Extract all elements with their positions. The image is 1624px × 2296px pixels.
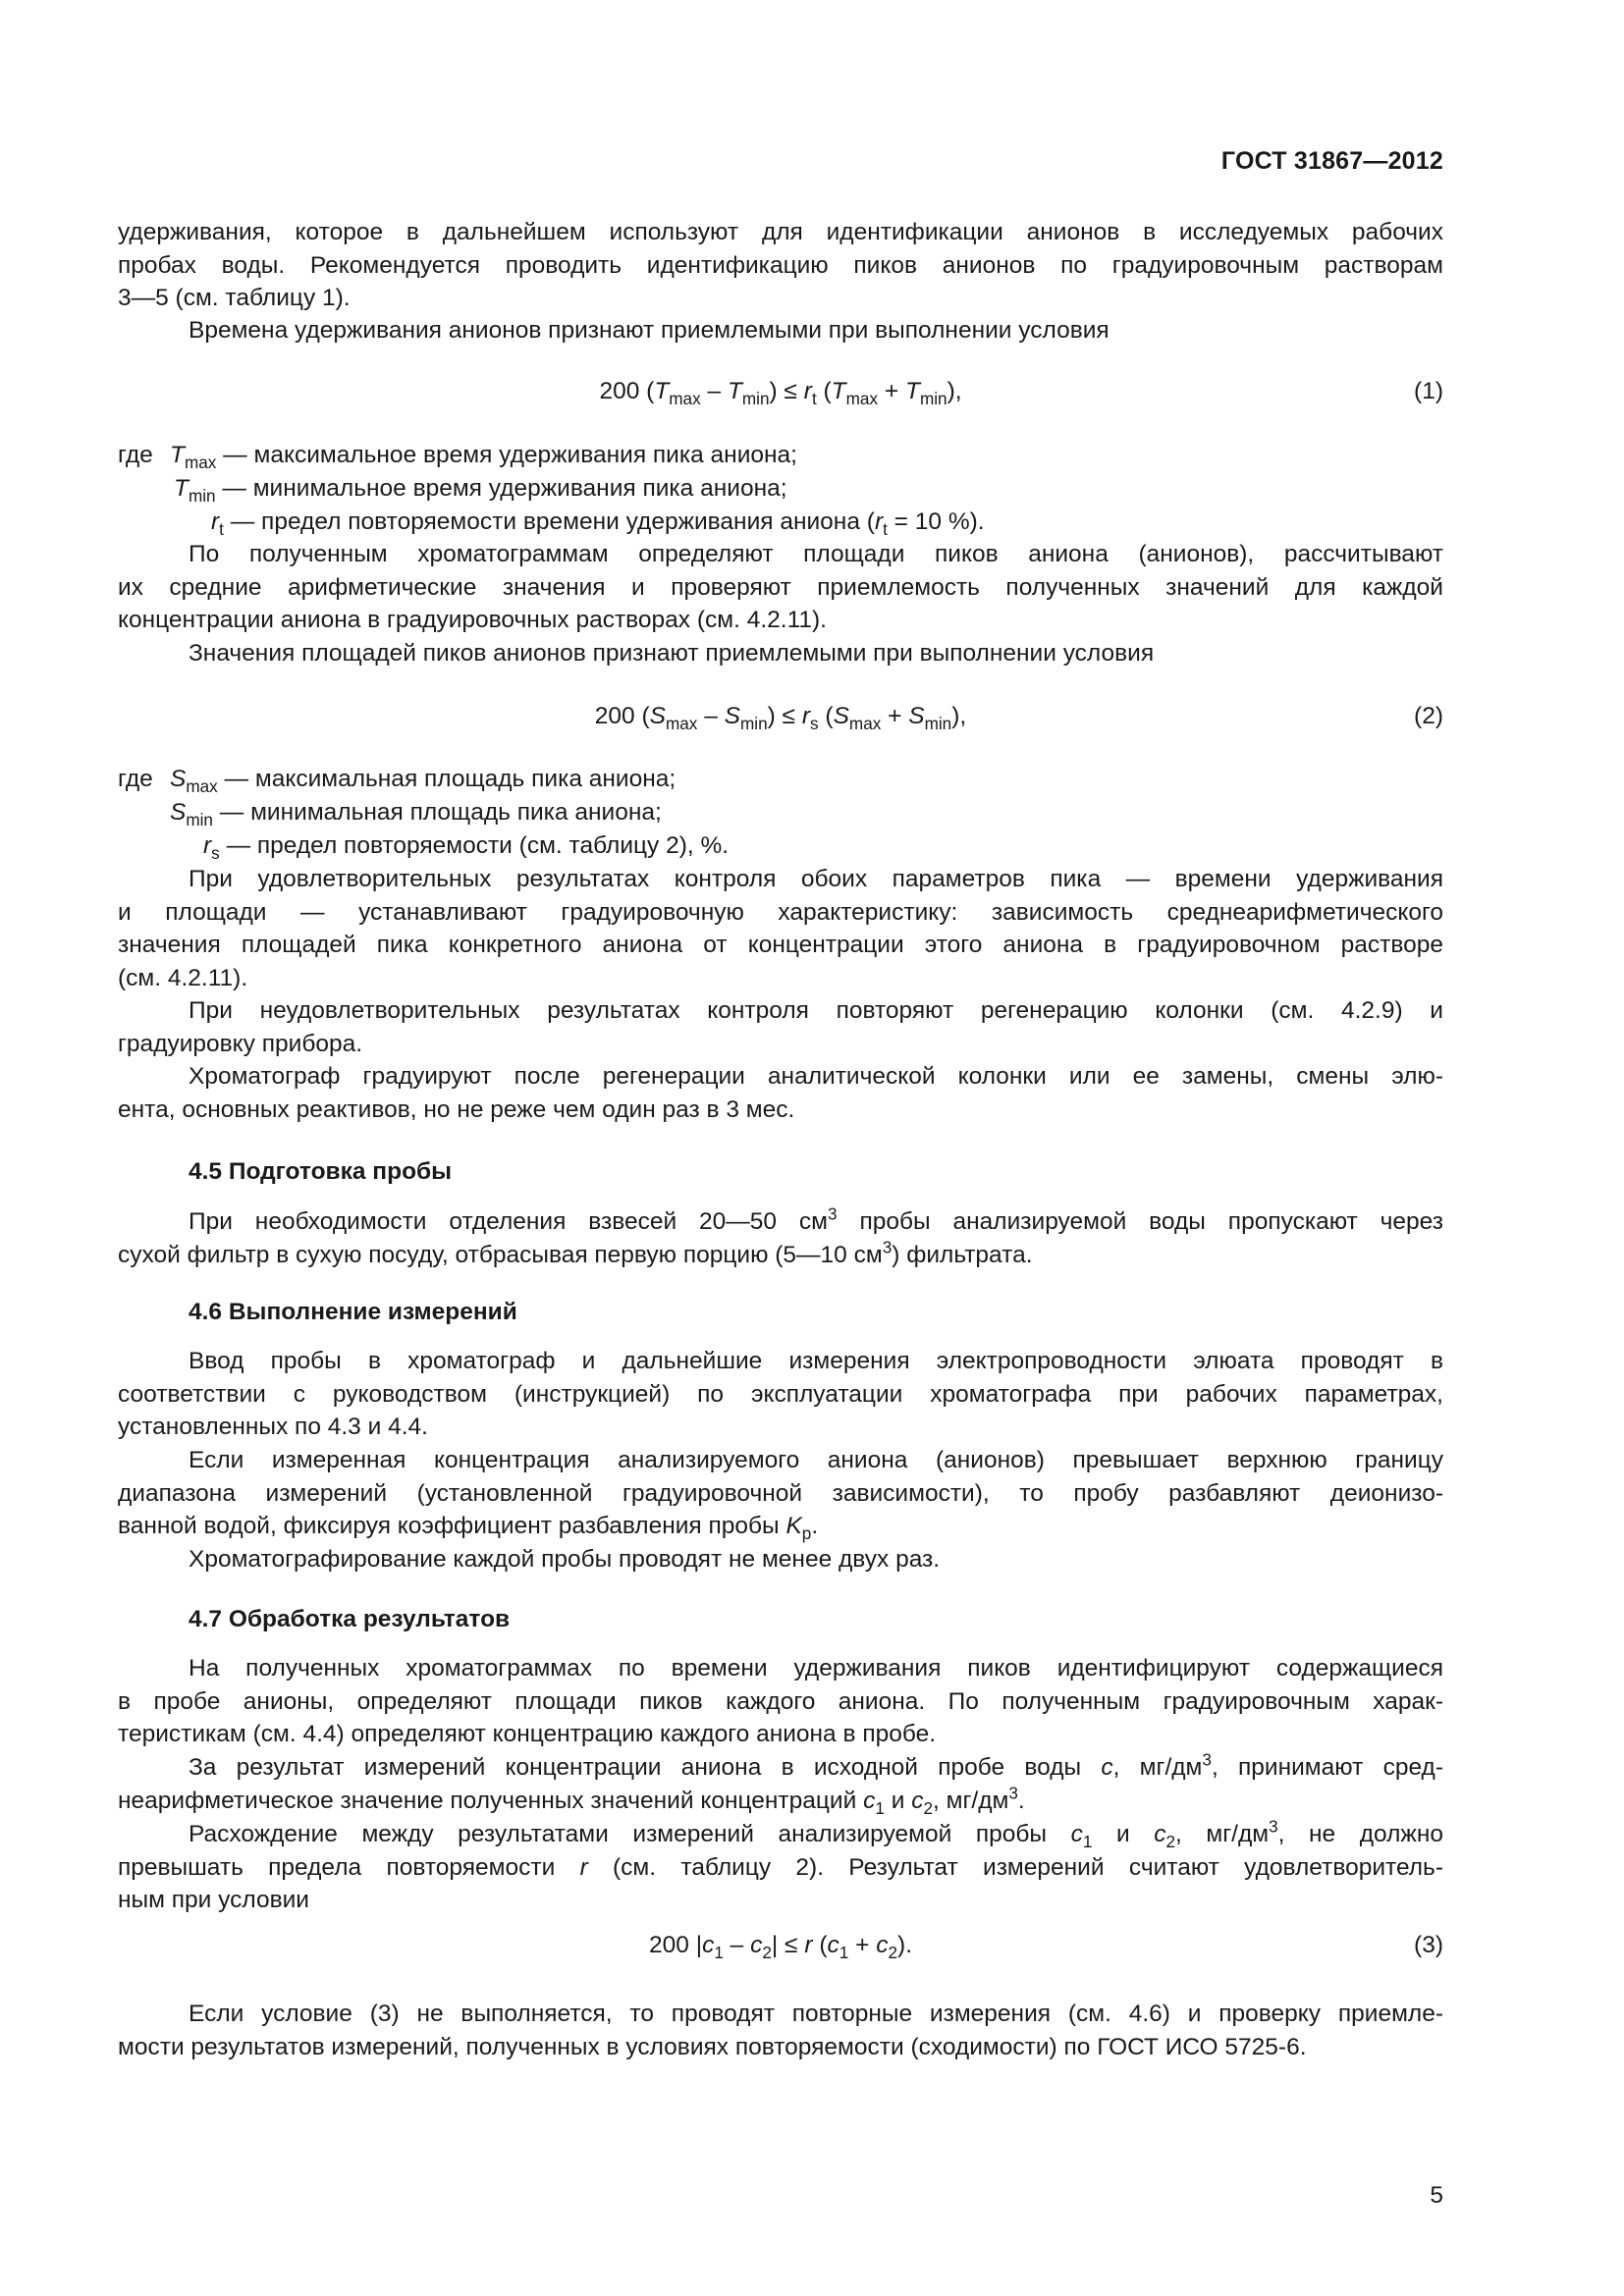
where-line-rt: $r_t$ — предел повторяемости времени удерживания аниона ($r_t = 10$ %). — [211, 508, 985, 539]
equation-3-formula: 200 $|c_1 - c_2| \le r$ $(c_1 + c_2)$. — [649, 1932, 912, 1962]
text-line: ным при условии — [118, 1887, 309, 1913]
equation-2-number: (2) — [1414, 703, 1443, 729]
paragraph-recalibration — [118, 1060, 1443, 1126]
text-line: Если измеренная концентрация анализируемого аниона (анионов) превышает верхнюю границу — [189, 1447, 1443, 1473]
paragraph-condition-not-met — [118, 1998, 1443, 2063]
paragraph-result — [118, 1751, 1443, 1817]
text-line: сухой фильтр в сухую посуду, отбрасывая первую порцию (5—10 $см^3$) фильтрата. — [118, 1237, 1033, 1268]
paragraph-dilution — [118, 1444, 1443, 1543]
section-heading-4-6: 4.6 Выполнение измерений — [189, 1299, 517, 1325]
text-line: Хроматограф градуируют после регенерации аналитической колонки или ее замены, смены элю- — [189, 1063, 1443, 1090]
paragraph-unsatisfactory — [118, 994, 1443, 1060]
text-line: По полученным хроматограммам определяют площади пиков аниона (анионов), рассчитывают — [189, 541, 1443, 567]
text-line: их средние арифметические значения и проверяют приемлемость полученных значений для каждой — [118, 573, 1443, 601]
section-heading-4-5: 4.5 Подготовка пробы — [189, 1158, 453, 1185]
where-label: где — [118, 766, 153, 792]
text-line: превышать предела повторяемости r (см. таблицу 2). Результат измерений считают удовлетворитель- — [118, 1853, 1443, 1881]
page-number: 5 — [1430, 2182, 1443, 2209]
text-line: и площади — устанавливают градуировочную характеристику: зависимость среднеарифметического — [118, 898, 1443, 926]
paragraph-discrepancy — [118, 1818, 1443, 1917]
paragraph-peak-areas — [118, 538, 1443, 637]
paragraph-processing — [118, 1652, 1443, 1751]
text-line: 3—5 (см. таблицу 1). — [118, 285, 351, 311]
where-label: где — [118, 442, 153, 468]
paragraph-calibration-characteristic — [118, 863, 1443, 994]
text-line: диапазона измерений (установленной градуировочной зависимости), то пробу разбавляют деионизо- — [118, 1479, 1443, 1507]
paragraph-sample-injection — [118, 1345, 1443, 1444]
equation-1 — [118, 378, 1443, 411]
text-line: При удовлетворительных результатах контроля обоих параметров пика — времени удерживания — [189, 866, 1443, 892]
text-line: Расхождение между результатами измерений анализируемой пробы $c_1$ и $c_2$, $мг/дм^3$, не должно — [189, 1816, 1443, 1851]
where-line-tmin: $T_{min}$ — минимальное время удерживания пика аниона; — [174, 475, 787, 506]
text-line: Ввод пробы в хроматограф и дальнейшие измерения электропроводности элюата проводят в — [189, 1348, 1443, 1374]
text-line: теристикам (см. 4.4) определяют концентрацию каждого аниона в пробе. — [118, 1721, 937, 1747]
text-line: При неудовлетворительных результатах контроля повторяют регенерацию колонки (см. 4.2.9) и — [189, 997, 1443, 1024]
text-line: На полученных хроматограммах по времени удерживания пиков идентифицируют содержащиеся — [189, 1655, 1443, 1682]
equation-3-number: (3) — [1414, 1932, 1443, 1958]
text-line: ванной водой, фиксируя коэффициент разбавления пробы $K_p$. — [118, 1513, 819, 1543]
text-line: удерживания, которое в дальнейшем используют для идентификации анионов в исследуемых рабочих — [118, 219, 1443, 245]
paragraph-retention-identification — [118, 216, 1443, 315]
text-line: мости результатов измерений, полученных в условиях повторяемости (сходимости) по ГОСТ ИСО 5725-6. — [118, 2033, 1307, 2060]
text-line: в пробе анионы, определяют площади пиков каждого аниона. По полученным градуировочным харак- — [118, 1687, 1443, 1715]
where-line-tmax: $T_{max}$ — максимальное время удерживания пика аниона; — [170, 442, 797, 472]
equation-1-formula: 200 $(T_{max} - T_{min}) \le r_t$ $(T_{max} + T_{min})$, — [599, 378, 962, 408]
text-line: Если условие (3) не выполняется, то проводят повторные измерения (см. 4.6) и проверку приемле- — [189, 2001, 1443, 2027]
paragraph-repeat: Хроматографирование каждой пробы проводят не менее двух раз. — [189, 1546, 941, 1573]
equation-3 — [118, 1932, 1443, 1965]
paragraph-area-condition: Значения площадей пиков анионов признают приемлемыми при выполнении условия — [189, 640, 1155, 667]
paragraph-sample-prep — [118, 1205, 1443, 1271]
text-line: При необходимости отделения взвесей 20—50 $см^3$ пробы анализируемой воды пропускают через — [189, 1203, 1443, 1235]
document-header: ГОСТ 31867—2012 — [1220, 147, 1443, 175]
equation-2-formula: 200 $(S_{max} - S_{min}) \le r_s$ $(S_{max} + S_{min})$, — [594, 703, 967, 733]
text-line: пробах воды. Рекомендуется проводить идентификацию пиков анионов по градуировочным растворам — [118, 251, 1443, 279]
text-line: градуировку прибора. — [118, 1030, 363, 1057]
text-line: концентрации аниона в градуировочных растворах (см. 4.2.11). — [118, 607, 827, 633]
section-heading-4-7: 4.7 Обработка результатов — [189, 1606, 511, 1632]
paragraph-retention-condition: Времена удерживания анионов признают приемлемыми при выполнении условия — [189, 317, 1110, 344]
text-line: установленных по 4.3 и 4.4. — [118, 1414, 428, 1440]
equation-1-number: (1) — [1414, 378, 1443, 404]
text-line: значения площадей пика конкретного аниона от концентрации этого аниона в градуировочном растворе — [118, 932, 1443, 958]
where-line-smax: $S_{max}$ — максимальная площадь пика аниона; — [170, 766, 677, 796]
text-line: неарифметическое значение полученных значений концентраций $c_1$ и $c_2$, $мг/дм^3$. — [118, 1783, 1025, 1818]
where-line-smin: $S_{min}$ — минимальная площадь пика аниона; — [170, 799, 662, 829]
text-line: За результат измерений концентрации аниона в исходной пробе воды c, $мг/дм^3$, принимают сред- — [189, 1749, 1444, 1781]
text-line: ента, основных реактивов, но не реже чем один раз в 3 мес. — [118, 1095, 795, 1123]
text-line: (см. 4.2.11). — [118, 964, 248, 991]
equation-2 — [118, 703, 1443, 736]
where-line-rs: $r_s$ — предел повторяемости (см. таблицу 2), %. — [203, 832, 730, 863]
text-line: соответствии с руководством (инструкцией) по эксплуатации хроматографа при рабочих параметрах, — [118, 1380, 1443, 1408]
